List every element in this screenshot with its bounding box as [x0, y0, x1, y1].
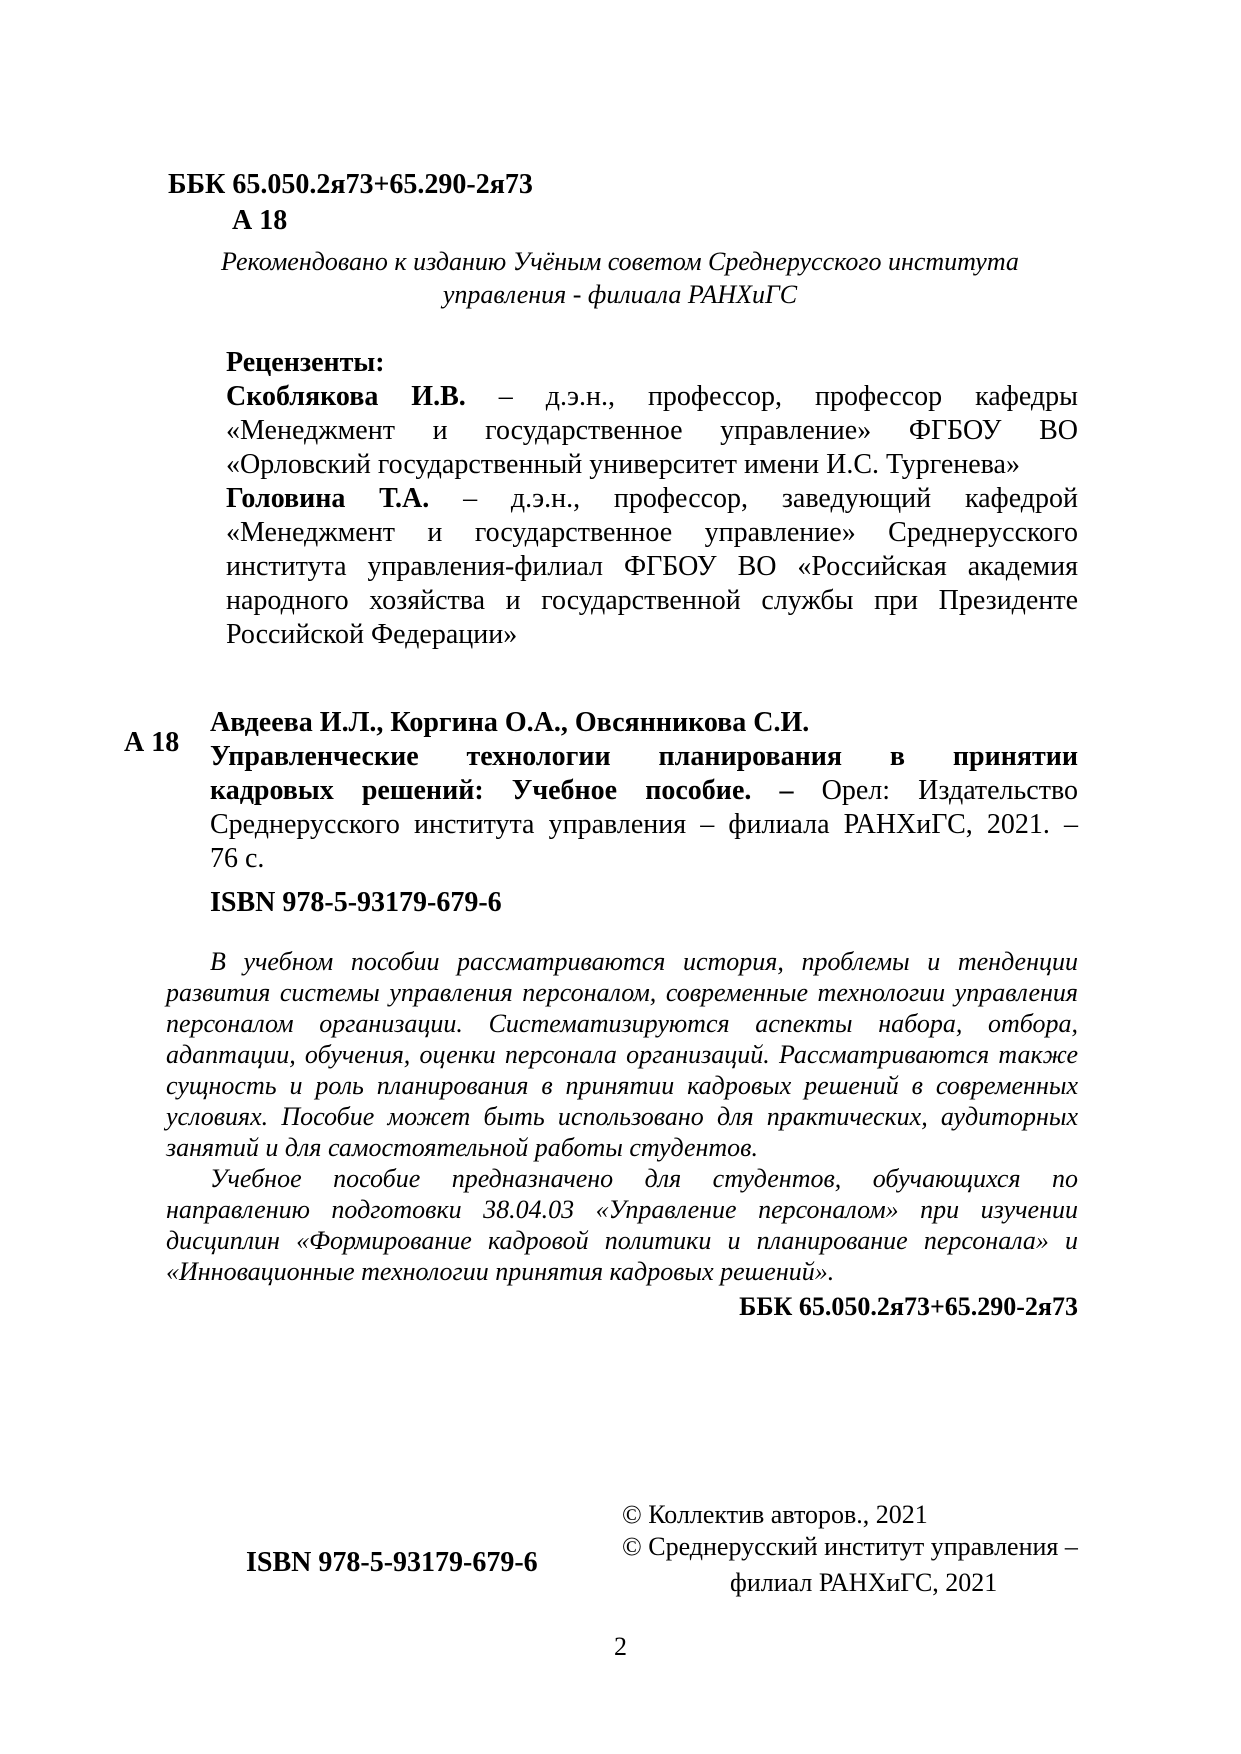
publisher: Орел: Издательство — [793, 775, 1078, 806]
reviewers-title: Рецензенты: — [226, 347, 385, 378]
publisher-line: Среднерусского института управления – филиала РАНХиГС, 2021. – — [210, 809, 1078, 840]
bibliographic-record — [210, 706, 1078, 920]
reviewer-line — [226, 380, 1078, 414]
reviewer-credentials: – д.э.н., профессор, профессор кафедры — [465, 381, 1078, 412]
abstract-line: «Инновационные технологии принятия кадровых решений». — [166, 1257, 835, 1286]
author-mark: А 18 — [232, 205, 288, 236]
bbk-code: ББК 65.050.2я73+65.290-2я73 — [168, 169, 533, 200]
copyright-institute-cont: филиал РАНХиГС, 2021 — [730, 1568, 998, 1597]
abstract-line: дисциплин «Формирование кадровой политики и планирование персонала» и — [166, 1226, 1078, 1255]
reviewer-line: «Менеджмент и государственное управление» ФГБОУ ВО — [226, 415, 1078, 446]
abstract-line: направлению подготовки 38.04.03 «Управление персоналом» при изучении — [166, 1195, 1078, 1224]
reviewers-block — [226, 346, 1078, 652]
copyright-institute: © Среднерусский институт управления – — [622, 1532, 1078, 1561]
reviewer-name: Головина Т.А. — [226, 483, 430, 514]
reviewer-line: «Орловский государственный университет имени И.С. Тургенева» — [226, 449, 1020, 480]
reviewer-line: Российской Федерации» — [226, 619, 518, 650]
isbn-bottom: ISBN 978-5-93179-679-6 — [246, 1547, 538, 1578]
reviewer-name: Скоблякова И.В. — [226, 381, 466, 412]
author-mark-side: А 18 — [124, 727, 180, 758]
bbk-code-bottom: ББК 65.050.2я73+65.290-2я73 — [739, 1292, 1078, 1321]
abstract-line: условиях. Пособие может быть использовано для практических, аудиторных — [166, 1102, 1078, 1131]
abstract-line: сущность и роль планирования в принятии кадровых решений в современных — [166, 1071, 1078, 1100]
book-title-line — [210, 774, 1078, 808]
page-count: 76 с. — [210, 843, 265, 874]
abstract — [166, 946, 1078, 1287]
abstract-line: В учебном пособии рассматриваются история, проблемы и тенденции — [210, 947, 1078, 976]
reviewer-line: «Менеджмент и государственное управление» Среднерусского — [226, 517, 1078, 548]
copyright-authors: © Коллектив авторов., 2021 — [622, 1500, 928, 1529]
reviewer-credentials: – д.э.н., профессор, заведующий кафедрой — [429, 483, 1078, 514]
reviewer-line: народного хозяйства и государственной службы при Президенте — [226, 585, 1078, 616]
page-number: 2 — [614, 1632, 627, 1661]
abstract-line: персоналом организации. Систематизируются аспекты набора, отбора, — [166, 1009, 1078, 1038]
book-title-line: Управленческие технологии планирования в принятии — [210, 741, 1078, 772]
reviewer-line: института управления-филиал ФГБОУ ВО «Российская академия — [226, 551, 1078, 582]
abstract-line: Учебное пособие предназначено для студентов, обучающихся по — [210, 1164, 1078, 1193]
authors: Авдеева И.Л., Коргина О.А., Овсянникова С.И. — [210, 707, 810, 738]
abstract-line: развития системы управления персоналом, современные технологии управления — [166, 978, 1078, 1007]
reviewer-line — [226, 482, 1078, 516]
isbn: ISBN 978-5-93179-679-6 — [210, 887, 502, 918]
abstract-line: занятий и для самостоятельной работы студентов. — [166, 1133, 758, 1162]
recommendation-line: управления - филиала РАНХиГС — [442, 280, 798, 309]
abstract-line: адаптации, обучения, оценки персонала организаций. Рассматриваются также — [166, 1040, 1078, 1069]
book-title-bold: кадровых решений: Учебное пособие. – — [210, 775, 794, 806]
recommendation-line: Рекомендовано к изданию Учёным советом Среднерусского института — [221, 247, 1019, 276]
recommendation-note — [190, 245, 1050, 311]
